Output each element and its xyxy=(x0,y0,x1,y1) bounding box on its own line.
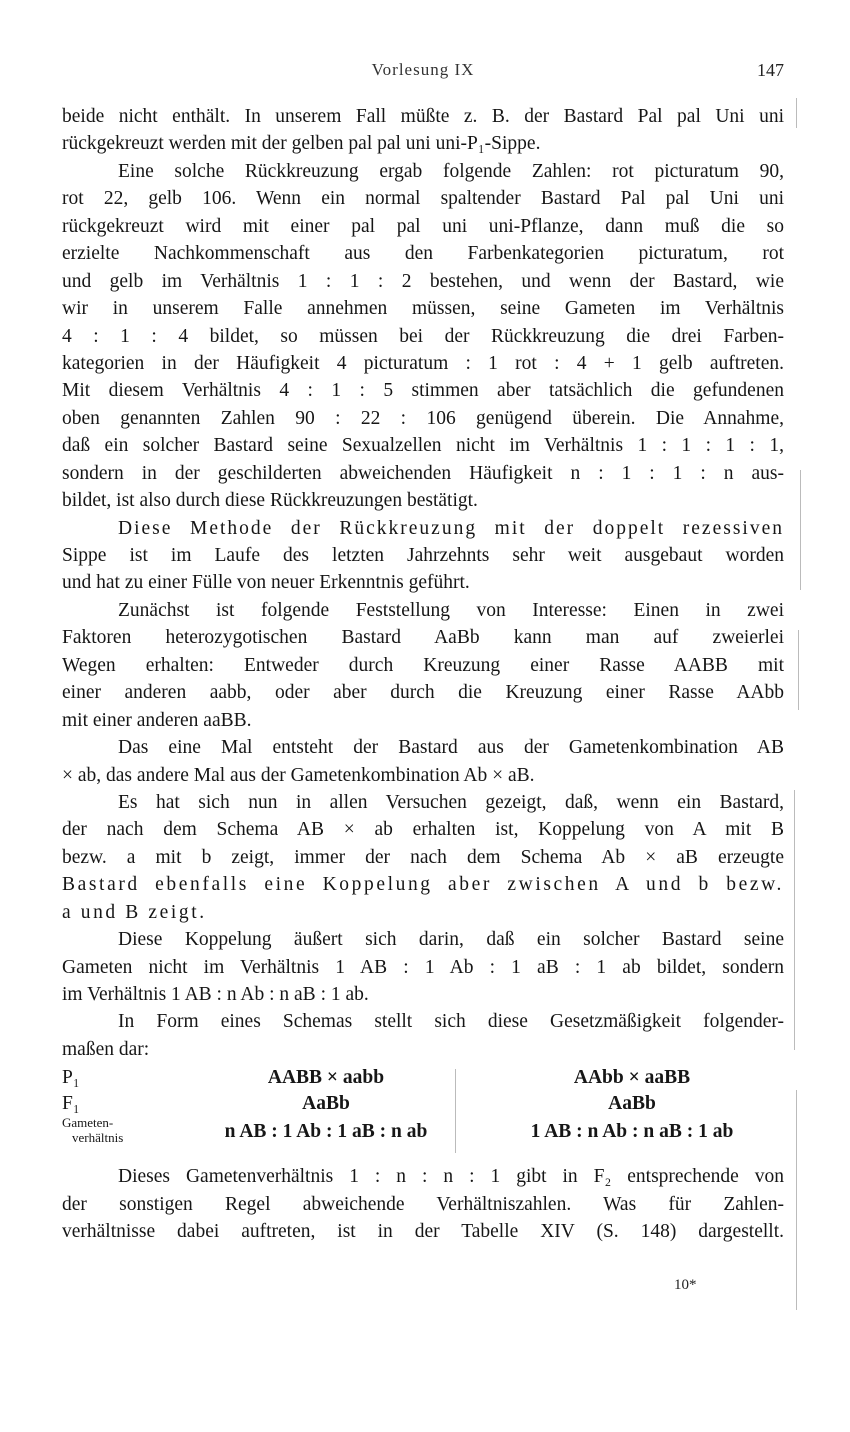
f1-label: F₁ xyxy=(62,1093,80,1115)
text-line: Diese Methode der Rückkreuzung mit der doppelt rezessiven xyxy=(118,517,784,539)
text-line: bildet, ist also durch diese Rückkreuzungen bestätigt. xyxy=(62,490,478,512)
text-line: Sippe ist im Laufe des letzten Jahrzehnts sehr weit ausgebaut worden xyxy=(62,545,784,566)
scan-mark xyxy=(796,98,797,128)
text-line: der sonstigen Regel abweichende Verhältniszahlen. Was für Zahlen- xyxy=(62,1193,784,1215)
text-line: kategorien in der Häufigkeit 4 picturatum : 1 rot : 4 + 1 gelb auftreten. xyxy=(62,352,784,374)
scan-mark xyxy=(794,790,795,1050)
text-line: Das eine Mal entsteht der Bastard aus der Gametenkombination AB xyxy=(118,737,784,759)
text-line: Eine solche Rückkreuzung ergab folgende Zahlen: rot picturatum 90, xyxy=(118,160,784,182)
signature-mark: 10* xyxy=(674,1277,697,1293)
crossing-scheme xyxy=(62,1065,784,1157)
text-line: der nach dem Schema AB × ab erhalten ist, Koppelung von A mit B xyxy=(62,819,784,841)
text-line: × ab, das andere Mal aus der Gametenkombination Ab × aB. xyxy=(62,764,535,786)
text-line: daß ein solcher Bastard seine Sexualzellen nicht im Verhältnis 1 : 1 : 1 : 1, xyxy=(62,435,784,457)
text-line: rot 22, gelb 106. Wenn ein normal spaltender Bastard Pal pal Uni uni xyxy=(62,188,784,210)
gameten-label-line1: Gameten- xyxy=(62,1115,114,1131)
scan-margin-marks xyxy=(790,90,810,1330)
text-line: a und B zeigt. xyxy=(62,901,207,923)
text-line: Mit diesem Verhältnis 4 : 1 : 5 stimmen aber tatsächlich die gefundenen xyxy=(62,380,784,402)
text-line: rückgekreuzt wird mit einer pal pal uni uni-Pflanze, dann muß die so xyxy=(62,215,784,237)
scan-mark xyxy=(798,630,799,710)
text-line: rückgekreuzt werden mit der gelben pal pal uni uni-P₁-Sippe. xyxy=(62,133,541,155)
text-line: im Verhältnis 1 AB : n Ab : n aB : 1 ab. xyxy=(62,984,369,1005)
scheme-row-f1 xyxy=(62,1091,784,1117)
gameten-label xyxy=(62,1115,123,1145)
scheme-row-p1 xyxy=(62,1065,784,1091)
text-line: Zunächst ist folgende Feststellung von Interesse: Einen in zwei xyxy=(118,599,784,621)
text-line: bezw. a mit b zeigt, immer der nach dem Schema Ab × aB erzeugte xyxy=(62,846,784,868)
gameten-right: 1 AB : n Ab : n aB : 1 ab xyxy=(530,1121,734,1143)
f1-right: AaBb xyxy=(608,1093,656,1115)
scan-mark xyxy=(800,470,801,590)
text-line: Es hat sich nun in allen Versuchen gezeigt, daß, wenn ein Bastard, xyxy=(118,791,784,813)
text-line: und gelb im Verhältnis 1 : 1 : 2 bestehen, und wenn der Bastard, wie xyxy=(62,270,784,292)
text-line: verhältnisse dabei auftreten, ist in der Tabelle XIV (S. 148) dargestellt. xyxy=(62,1221,784,1243)
scan-mark xyxy=(796,1090,797,1310)
text-line: oben genannten Zahlen 90 : 22 : 106 genügend überein. Die Annahme, xyxy=(62,407,784,429)
text-line: erzielte Nachkommenschaft aus den Farbenkategorien picturatum, rot xyxy=(62,243,784,265)
p1-label: P₁ xyxy=(62,1067,80,1089)
gameten-label-line2: verhältnis xyxy=(72,1130,124,1146)
text-line: wir in unserem Falle annehmen müssen, seine Gameten im Verhältnis xyxy=(62,298,784,320)
text-line: Wegen erhalten: Entweder durch Kreuzung einer Rasse AABB mit xyxy=(62,654,784,676)
text-line: Diese Koppelung äußert sich darin, daß ein solcher Bastard seine xyxy=(118,929,784,951)
text-line: 4 : 1 : 4 bildet, so müssen bei der Rückkreuzung die drei Farben- xyxy=(62,325,784,347)
page-number: 147 xyxy=(757,60,784,80)
text-line: Dieses Gametenverhältnis 1 : n : n : 1 gibt in F₂ entsprechende von xyxy=(118,1166,784,1188)
p1-left-cross: AABB × aabb xyxy=(267,1067,385,1089)
f1-left: AaBb xyxy=(302,1093,350,1115)
p1-right-cross: AAbb × aaBB xyxy=(573,1067,691,1089)
gameten-left: n AB : 1 Ab : 1 aB : n ab xyxy=(224,1121,428,1143)
body-text xyxy=(62,103,784,1246)
text-line: mit einer anderen aaBB. xyxy=(62,709,252,731)
text-line: Faktoren heterozygotischen Bastard AaBb kann man auf zweierlei xyxy=(62,627,784,649)
text-line: maßen dar: xyxy=(62,1038,150,1060)
scheme-row-gameten xyxy=(62,1115,784,1153)
text-line: sondern in der geschilderten abweichenden Häufigkeit n : 1 : 1 : n aus- xyxy=(62,462,784,484)
text-line: Gameten nicht im Verhältnis 1 AB : 1 Ab : 1 aB : 1 ab bildet, sondern xyxy=(62,956,784,978)
running-title: Vorlesung IX xyxy=(371,60,475,79)
page-header xyxy=(62,60,784,86)
text-line: einer anderen aabb, oder aber durch die Kreuzung einer Rasse AAbb xyxy=(62,682,784,704)
text-line: In Form eines Schemas stellt sich diese Gesetzmäßigkeit folgender- xyxy=(118,1011,784,1033)
text-line: beide nicht enthält. In unserem Fall müßte z. B. der Bastard Pal pal Uni uni xyxy=(62,106,784,127)
text-line: Bastard ebenfalls eine Koppelung aber zwischen A und b bezw. xyxy=(62,874,784,896)
text-line: und hat zu einer Fülle von neuer Erkenntnis geführt. xyxy=(62,572,470,594)
